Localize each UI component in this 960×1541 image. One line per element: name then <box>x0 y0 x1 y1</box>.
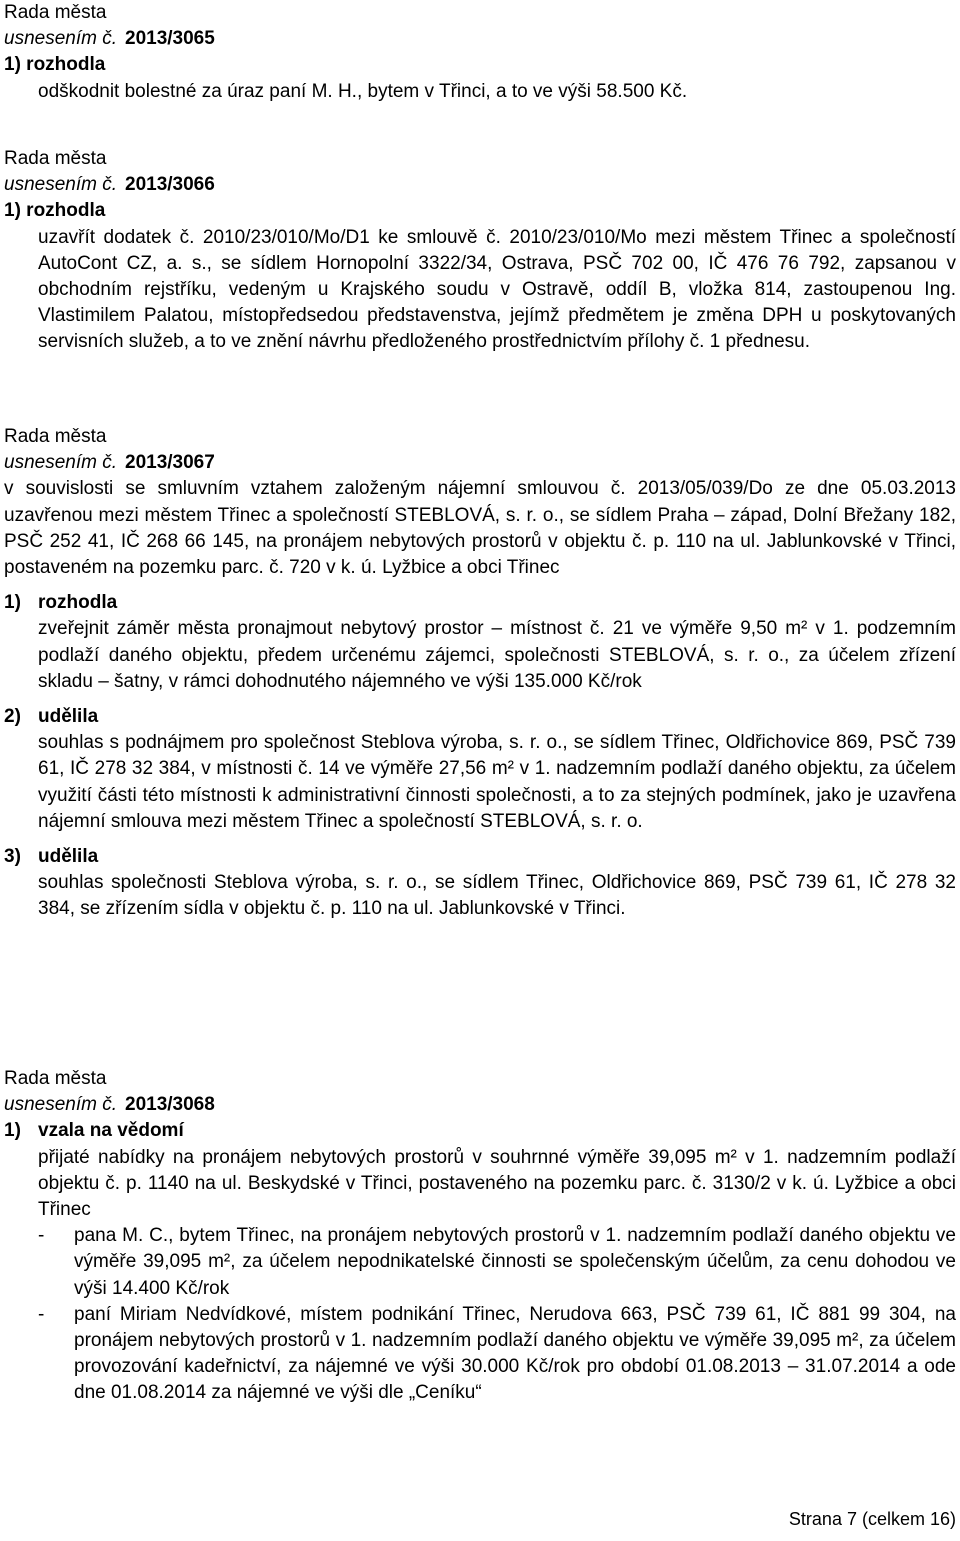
resolution-3066 <box>4 146 956 356</box>
resolution-number: 2013/3066 <box>125 174 215 196</box>
council-label: Rada města <box>4 426 107 447</box>
dash-bullet: - <box>38 1303 45 1325</box>
resolution-number: 2013/3065 <box>125 28 215 50</box>
council-label: Rada města <box>4 148 107 169</box>
offer-text: pana M. C., bytem Třinec, na pronájem nebytových prostorů v 1. nadzemním podlaží daného objektu ve výměře 39,095 m², za účelem nepodnikatelské činnosti se společenským účelům, za cenu dohodou ve výši 14.400 Kč/rok <box>74 1225 956 1299</box>
decision-item-2 <box>4 704 956 835</box>
offer-list-item <box>4 1223 956 1302</box>
decision-heading: vzala na vědomí <box>38 1120 184 1142</box>
decision-heading: udělila <box>38 846 99 868</box>
item-number: 1) <box>4 1120 21 1142</box>
item-number: 1) <box>4 592 21 614</box>
resolution-number-line <box>4 1092 956 1118</box>
decision-heading: udělila <box>38 706 99 728</box>
decision-item-1-heading <box>4 1118 956 1144</box>
item-number: 3) <box>4 846 21 868</box>
decision-text: uzavřít dodatek č. 2010/23/010/Mo/D1 ke smlouvě č. 2010/23/010/Mo mezi městem Třinec a společností AutoCont CZ, a. s., se sídlem Hornopolní 3322/34, Ostrava, PSČ 702 00, IČ 476 76 792, zapsanou v obchodním rejstříku, vedeným u Krajského soudu v Ostravě, oddíl B, vložka 814, zastoupenou Ing. Vlastimilem Palatou, místopředsedou představenstva, jejímž předmětem je změna DPH u poskytovaných servisních služeb, a to ve znění návrhu předloženého prostřednictvím přílohy č. 1 přednesu. <box>38 226 956 353</box>
decision-heading: rozhodla <box>38 592 118 614</box>
decision-text: odškodnit bolestné za úraz paní M. H., bytem v Třinci, a to ve výši 58.500 Kč. <box>38 80 688 102</box>
dash-bullet: - <box>38 1225 45 1247</box>
decision-text: souhlas s podnájmem pro společnost Steblova výroba, s. r. o., se sídlem Třinec, Oldřichovice 869, PSČ 739 61, IČ 278 32 384, v místnosti č. 14 ve výměře 27,56 m² v 1. nadzemním podlaží daného objektu, za účelem využití části této místnosti k administrativní činnosti společnosti, a to za stejných podmínek, jako je uzavřena nájemní smlouva mezi městem Třinec a společností STEBLOVÁ, s. r. o. <box>38 732 956 832</box>
page-footer: Strana 7 (celkem 16) <box>788 1508 956 1529</box>
decision-text: přijaté nabídky na pronájem nebytových prostorů v souhrnné výměře 39,095 m² v 1. nadzemním podlaží objektu č. p. 1140 na ul. Beskydské v Třinci, postaveného na pozemku parc. č. 3130/2 v k. ú. Lyžbice a obci Třinec <box>38 1146 956 1221</box>
resolution-number: 2013/3068 <box>125 1094 215 1116</box>
decision-item-1 <box>4 590 956 695</box>
resolution-number-line <box>4 26 956 52</box>
resolution-3065 <box>4 0 956 105</box>
council-label: Rada města <box>4 1068 107 1089</box>
resolution-label: usnesením č. <box>4 174 117 196</box>
resolution-3067 <box>4 424 956 923</box>
resolution-number: 2013/3067 <box>125 452 215 474</box>
resolution-preamble: v souvislosti se smluvním vztahem založeným nájemní smlouvou č. 2013/05/039/Do ze dne 05.03.2013 uzavřenou mezi městem Třinec a společností STEBLOVÁ, s. r. o., se sídlem Praha – západ, Dolní Břežany 182, PSČ 252 41, IČ 268 66 145, na pronájem nebytových prostorů v objektu č. p. 110 na ul. Jablunkovské v Třinci, postaveném na pozemku parc. č. 720 v k. ú. Lyžbice a obci Třinec <box>4 478 956 579</box>
offer-text: paní Miriam Nedvídkové, místem podnikání Třinec, Nerudova 663, PSČ 739 61, IČ 881 99 304, na pronájem nebytových prostorů v 1. nadzemním podlaží daného objektu ve výměře 39,095 m², za účelem provozování kadeřnictví, za nájemné ve výši 30.000 Kč/rok pro období 01.08.2013 – 31.07.2014 a ode dne 01.08.2014 za nájemné ve výši dle „Ceníku“ <box>74 1303 956 1404</box>
resolution-number-line <box>4 450 956 476</box>
decision-item-3 <box>4 844 956 923</box>
resolution-number-line <box>4 172 956 198</box>
resolution-3068 <box>4 1066 956 1407</box>
offer-list-item <box>4 1302 956 1407</box>
decision-heading: 1) rozhodla <box>4 200 106 222</box>
decision-text: zveřejnit záměr města pronajmout nebytový prostor – místnost č. 21 ve výměře 9,50 m² v 1. podzemním podlaží daného objektu, předem určenému zájemci, společnosti STEBLOVÁ, s. r. o., za účelem zřízení skladu – šatny, v rámci dohodnutého nájemného ve výši 135.000 Kč/rok <box>38 618 956 692</box>
decision-text: souhlas společnosti Steblova výroba, s. r. o., se sídlem Třinec, Oldřichovice 869, PSČ 739 61, IČ 278 32 384, se zřízením sídla v objektu č. p. 110 na ul. Jablunkovské v Třinci. <box>38 872 956 920</box>
item-number: 2) <box>4 706 21 728</box>
decision-heading: 1) rozhodla <box>4 54 106 76</box>
council-label: Rada města <box>4 2 107 23</box>
resolution-label: usnesením č. <box>4 452 117 474</box>
resolution-label: usnesením č. <box>4 28 117 50</box>
resolution-label: usnesením č. <box>4 1094 117 1116</box>
